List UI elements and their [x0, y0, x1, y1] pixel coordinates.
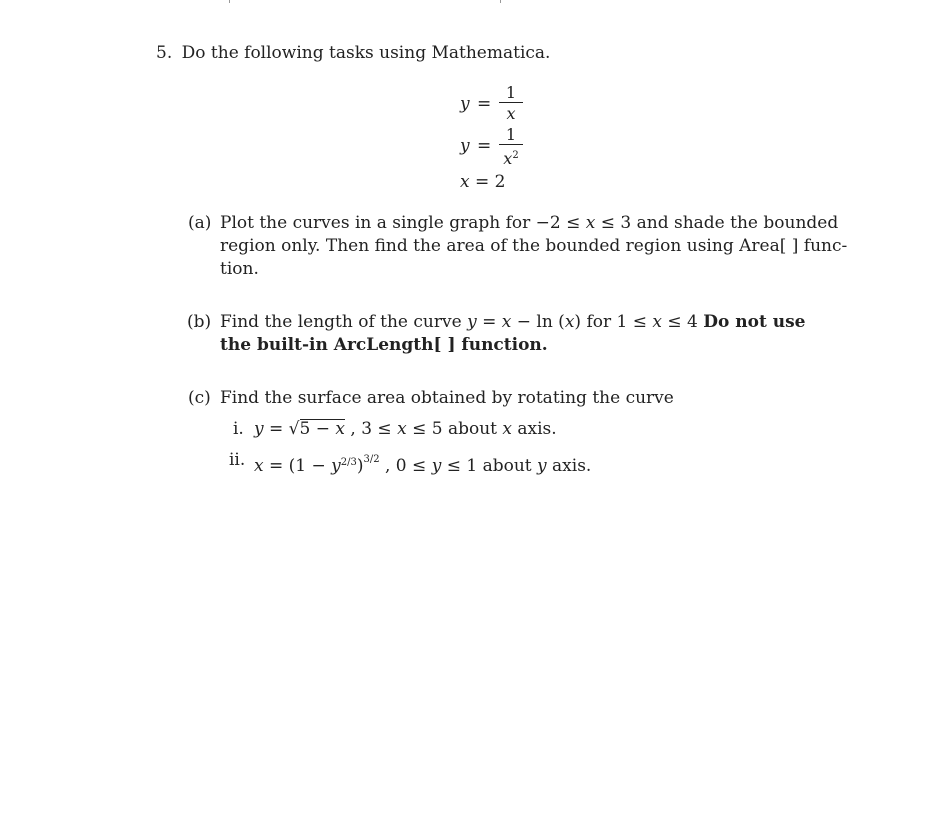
part-c-ii-range-y: y	[431, 456, 442, 476]
part-b-text: Find the length of the curve	[220, 312, 468, 332]
part-b-label: (b)	[187, 312, 212, 332]
eq1-numerator: 1	[505, 83, 517, 102]
part-c-ii-inner-exponent: 2/3	[340, 457, 357, 468]
part-c-i-axis-text: axis.	[511, 419, 557, 439]
page-edge-mark-right	[500, 0, 501, 3]
part-a-line-2: region only. Then find the area of the bounded region using Area[ ] func-	[220, 236, 848, 256]
problem-heading	[156, 43, 550, 63]
part-c-i-axis-var: x	[502, 419, 512, 439]
part-c-i-radicand	[300, 419, 345, 438]
part-b-var-x-2: x	[564, 312, 575, 332]
part-a-line-1	[220, 213, 838, 233]
part-c-label: (c)	[188, 388, 211, 408]
part-c-i-label: i.	[233, 419, 244, 439]
eq1-fraction	[499, 84, 523, 122]
eq1-denominator: x	[506, 104, 516, 123]
eq2-equals: =	[477, 136, 492, 156]
eq3-equals: =	[475, 172, 490, 192]
part-b-equals: =	[476, 312, 502, 332]
part-c-i-range-start: , 3 ≤	[344, 419, 398, 439]
part-c-i-expression	[254, 419, 557, 439]
part-c-ii-equals: = (1 −	[263, 456, 332, 476]
eq1-fraction-bar	[499, 102, 523, 103]
problem-number: 5.	[156, 43, 173, 63]
eq3-lhs: x	[460, 172, 470, 192]
part-b-line-1	[220, 312, 805, 332]
part-c-ii-axis-text: axis.	[546, 456, 592, 476]
part-c-ii-label: ii.	[229, 450, 246, 470]
page-edge-mark-left	[229, 0, 230, 3]
equation-x-equals-2	[460, 172, 505, 192]
part-c-ii-var-x: x	[254, 456, 264, 476]
part-c-i-range-end: ≤ 5 about	[406, 419, 503, 439]
eq1-equals: =	[477, 94, 492, 114]
part-b-var-x-3: x	[652, 312, 662, 332]
part-b-for: ) for 1 ≤	[574, 312, 653, 332]
eq2-denominator-base: x	[503, 149, 513, 168]
part-c-ii-range-end: ≤ 1 about	[441, 456, 538, 476]
part-c-ii-var-y: y	[331, 456, 341, 476]
eq3-rhs: 2	[494, 172, 506, 192]
part-a-text: Plot the curves in a single graph for −2 ≤	[220, 213, 586, 233]
problem-intro: Do the following tasks using Mathematica.	[181, 43, 551, 63]
part-a-text-end: ≤ 3 and shade the bounded	[595, 213, 839, 233]
part-c-ii-close-paren: )	[356, 456, 364, 476]
eq2-denominator	[499, 147, 523, 167]
part-c-i-var-y: y	[254, 419, 264, 439]
part-c-i-range-x: x	[397, 419, 407, 439]
part-c-ii-range-start: , 0 ≤	[379, 456, 432, 476]
part-c-ii-outer-exponent: 3/2	[363, 454, 380, 465]
part-b-warning-1: Do not use	[703, 312, 806, 332]
part-c-intro: Find the surface area obtained by rotating the curve	[220, 388, 674, 408]
part-b-var-y: y	[467, 312, 477, 332]
eq2-lhs: y	[460, 136, 470, 156]
part-b-minus-ln: − ln (	[511, 312, 565, 332]
part-c-i-equals: =	[263, 419, 289, 439]
eq2-denominator-exponent: 2	[512, 150, 519, 161]
eq2-fraction	[499, 126, 523, 167]
part-b-var-x: x	[501, 312, 512, 332]
eq1-lhs: y	[460, 94, 470, 114]
part-b-upper-bound: ≤ 4	[661, 312, 704, 332]
part-c-i-radicand-x: x	[335, 419, 345, 439]
part-b-line-2: the built-in ArcLength[ ] function.	[220, 335, 548, 355]
part-a-var-x: x	[585, 213, 596, 233]
part-c-i-radicand-5: 5 −	[299, 419, 336, 439]
part-c-ii-expression	[254, 450, 591, 476]
part-a-label: (a)	[188, 213, 212, 233]
equation-y-equals-1-over-x	[455, 84, 525, 124]
part-c-ii-axis-var: y	[537, 456, 547, 476]
sqrt-icon: √	[288, 419, 300, 439]
eq2-fraction-bar	[499, 144, 523, 145]
equation-y-equals-1-over-x-squared	[455, 126, 525, 166]
part-a-line-3: tion.	[220, 259, 259, 279]
eq2-numerator: 1	[505, 125, 517, 144]
